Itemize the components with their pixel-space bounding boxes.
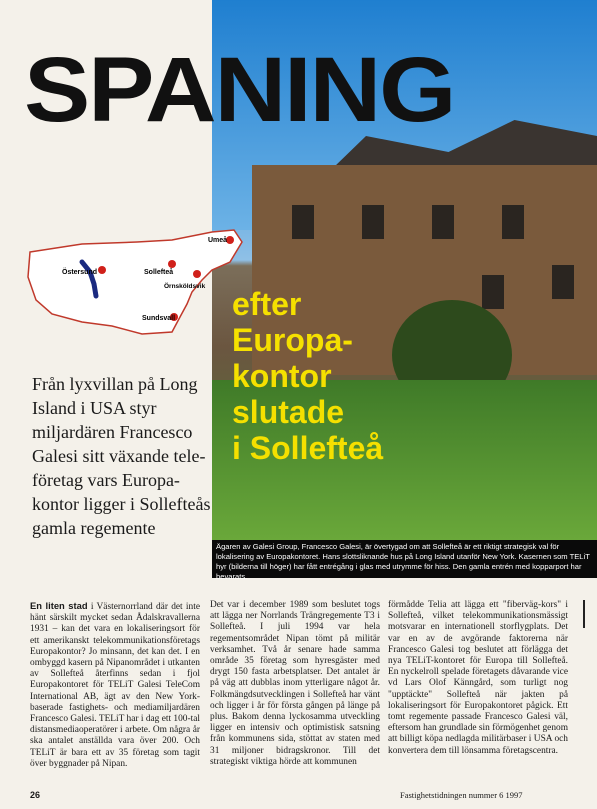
- window: [362, 205, 384, 239]
- window: [292, 205, 314, 239]
- map-dot-ostersund: [98, 266, 106, 274]
- page-footer: Fastighetstidningen nummer 6 1997: [400, 790, 523, 800]
- window: [552, 265, 574, 299]
- photo-caption: Ägaren av Galesi Group, Francesco Galesi, är övertygad om att Sollefteå är ett riktigt strategisk val för lokalisering av Europakontoret. Hans slottsliknande hus på Long Island utanför New York. Kasernen som TELiT hyr (bilderna till höger) har fått entrégång i glas med utrymme för hiss. Den gamla entrén med kopparport har bevarats.: [212, 540, 597, 578]
- rubric: En liten stad: [30, 600, 88, 611]
- body-column-2: [210, 600, 380, 768]
- body-text: förmådde Telia att lägga ett "fiberväg-kors" i Sollefteå, vilket telekommunikationsmässigt motsvarar en internationell storflygplats. Det var en av de avgörande faktorerna när Francesco Galesi tog beslutet att förlägga det nya TELiT-kontoret för Europa till Sollefteå. En nyckelroll spelade företagets dåvarande vice vd Lars Olof Känngård, som turligt nog "upptäckte" Sollefteå när jakten på lokaliseringsort för Europakontoret pågick. Ett tomt regemente passade Francesco Galesi väl, eftersom han grundlade sin förmögenhet genom att billigt köpa nedlagda militärbaser i USA och konvertera dem till lönsamma företagscentra.: [388, 600, 568, 756]
- body-text: Det var i december 1989 som beslutet togs att lägga ner Norrlands Trängregemente T3 i Sollefteå. I juli 1994 var hela regementsområdet Nipan tömt på militär verksamhet. Två år senare hade samma område 35 företag som hyresgäster med drygt 150 fasta arbetsplatser. Det antalet är på väg att dubblas inom ytterligare något år. Folkmängdsutvecklingen i Sollefteå har vänt och ligger i år för första gången på länge på plus. Bakom denna lyckosamma utveckling ligger en intensiv och optimistisk satsning från kommunens sida, stöttat av staten med 31 miljoner bidragskronor. Till det strategiskt viktiga hörde att kommunen: [210, 600, 380, 767]
- subhead-line: Europa-: [232, 322, 353, 358]
- page-title: SPANING: [24, 39, 455, 141]
- subhead: [232, 286, 383, 466]
- map-dot-umea: [226, 236, 234, 244]
- subhead-line: efter: [232, 286, 302, 322]
- map-dot-solleftea: [168, 260, 176, 268]
- body-column-3: [388, 600, 568, 757]
- map-label-solleftea: Sollefteå: [144, 269, 174, 276]
- map-dot-ornskoldsvik: [193, 270, 201, 278]
- column-rule: [583, 600, 585, 628]
- map-label-umea: Umeå: [208, 237, 228, 244]
- window: [432, 205, 454, 239]
- map-land: [28, 230, 242, 334]
- lede: Från lyxvillan på Long Island i USA styr miljardären Francesco Galesi sitt växande tele-företag vars Europa-kontor ligger i Sollefteås gamla regemente: [32, 374, 211, 538]
- page-number: 26: [30, 790, 41, 800]
- window: [482, 275, 504, 309]
- body-column-1: [30, 600, 200, 770]
- body-text: i Västernorrland där det inte hänt särskilt mycket sedan Ådalskravallerna 1931 – kan det vara en lokaliseringsort för ett amerikanskt telekommunikationsföretags Europakontor? Jo minsann, det kan det. I en ombyggd kasern på Nipanområdet i utkanten av Sollefteå återfinns sedan i fjol Europakontoret för TELiT Galesi TeleCom International AB, ägt av den New York-baserade fastighets- och mediamiljardären Francesco Galesi. TELiT har i dag ett 100-tal distansmediaoperatörer i arbete. Om några år ska antalet anställda vara över 200. Och TELiT är bara ett av 35 företag som tagit över byggnader på Nipan.: [30, 602, 200, 769]
- map-label-sundsvall: Sundsvall: [142, 315, 176, 322]
- subhead-line: slutade: [232, 394, 345, 430]
- map-label-ostersund: Östersund: [62, 269, 98, 276]
- subhead-line: kontor: [232, 358, 332, 394]
- region-map: [22, 222, 252, 340]
- map-label-ornskoldsvik: Örnsköldsvik: [164, 283, 206, 290]
- window: [502, 205, 524, 239]
- subhead-line: i Sollefteå: [232, 430, 384, 466]
